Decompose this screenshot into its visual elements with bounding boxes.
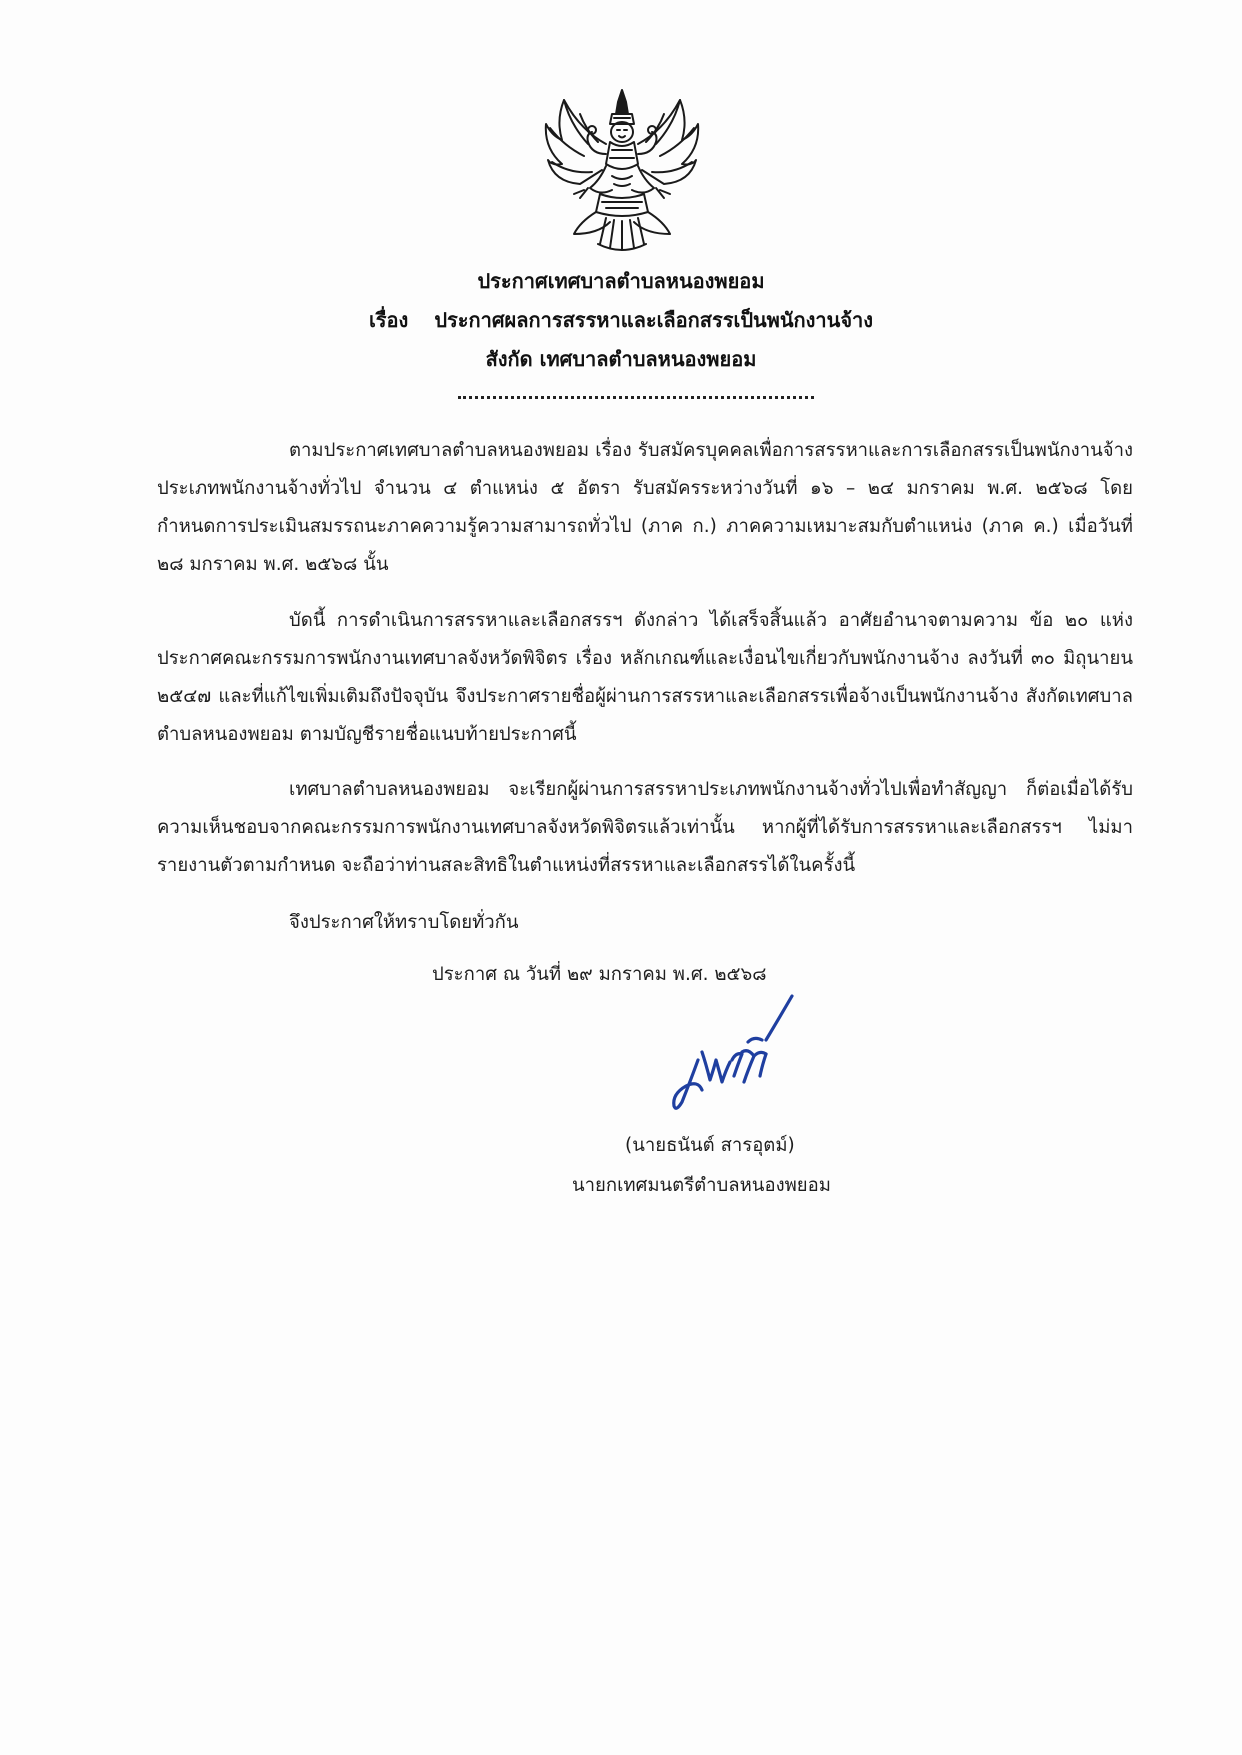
- signer-position: นายกเทศมนตรีตำบลหนองพยอม: [572, 1175, 831, 1196]
- announcement-subject: [0, 305, 1242, 335]
- subject-label: เรื่อง: [368, 308, 409, 332]
- announce-date: ประกาศ ณ วันที่ ๒๙ มกราคม พ.ศ. ๒๕๖๘: [432, 964, 767, 985]
- closing-line: จึงประกาศให้ทราบโดยทั่วกัน: [289, 912, 519, 933]
- body-paragraph-1: ตามประกาศเทศบาลตำบลหนองพยอม เรื่อง รับสมัครบุคคลเพื่อการสรรหาและการเลือกสรรเป็นพนักงานจ้าง ประเภทพนักงานจ้างทั่วไป จำนวน ๔ ตำแหน่ง ๕ อัตรา รับสมัครระหว่างวันที่ ๑๖ – ๒๔ มกราคม พ.ศ. ๒๕๖๘ โดยกำหนดการประเมินสมรรถนะภาคความรู้ความสามารถทั่วไป (ภาค ก.) ภาคความเหมาะสมกับตำแหน่ง (ภาค ค.) เมื่อวันที่ ๒๘ มกราคม พ.ศ. ๒๕๖๘ นั้น: [157, 440, 1133, 575]
- body-paragraph-2: บัดนี้ การดำเนินการสรรหาและเลือกสรรฯ ดังกล่าว ได้เสร็จสิ้นแล้ว อาศัยอำนาจตามความ ข้อ ๒๐ แห่งประกาศคณะกรรมการพนักงานเทศบาลจังหวัดพิจิตร เรื่อง หลักเกณฑ์และเงื่อนไขเกี่ยวกับพนักงานจ้าง ลงวันที่ ๓๐ มิถุนายน ๒๕๔๗ และที่แก้ไขเพิ่มเติมถึงปัจจุบัน จึงประกาศรายชื่อผู้ผ่านการสรรหาและเลือกสรรเพื่อจ้างเป็นพนักงานจ้าง สังกัดเทศบาลตำบลหนองพยอม ตามบัญชีรายชื่อแนบท้ายประกาศนี้: [157, 610, 1133, 745]
- announcement-title: ประกาศเทศบาลตำบลหนองพยอม: [477, 269, 765, 293]
- header-separator: [458, 386, 814, 399]
- body-paragraph-3: เทศบาลตำบลหนองพยอม จะเรียกผู้ผ่านการสรรหาประเภทพนักงานจ้างทั่วไปเพื่อทำสัญญา ก็ต่อเมื่อได้รับความเห็นชอบจากคณะกรรมการพนักงานเทศบาลจังหวัดพิจิตรแล้วเท่านั้น หากผู้ที่ได้รับการสรรหาและเลือกสรรฯ ไม่มารายงานตัวตามกำหนด จะถือว่าท่านสละสิทธิในตำแหน่งที่สรรหาและเลือกสรรได้ในครั้งนี้: [157, 779, 1133, 876]
- announcement-affiliation: สังกัด เทศบาลตำบลหนองพยอม: [485, 347, 757, 371]
- signer-name: (นายธนันต์ สารอุตม์): [625, 1135, 795, 1156]
- handwritten-signature: [662, 990, 822, 1120]
- subject-text: ประกาศผลการสรรหาและเลือกสรรเป็นพนักงานจ้าง: [434, 308, 874, 332]
- garuda-emblem-icon: [540, 84, 704, 262]
